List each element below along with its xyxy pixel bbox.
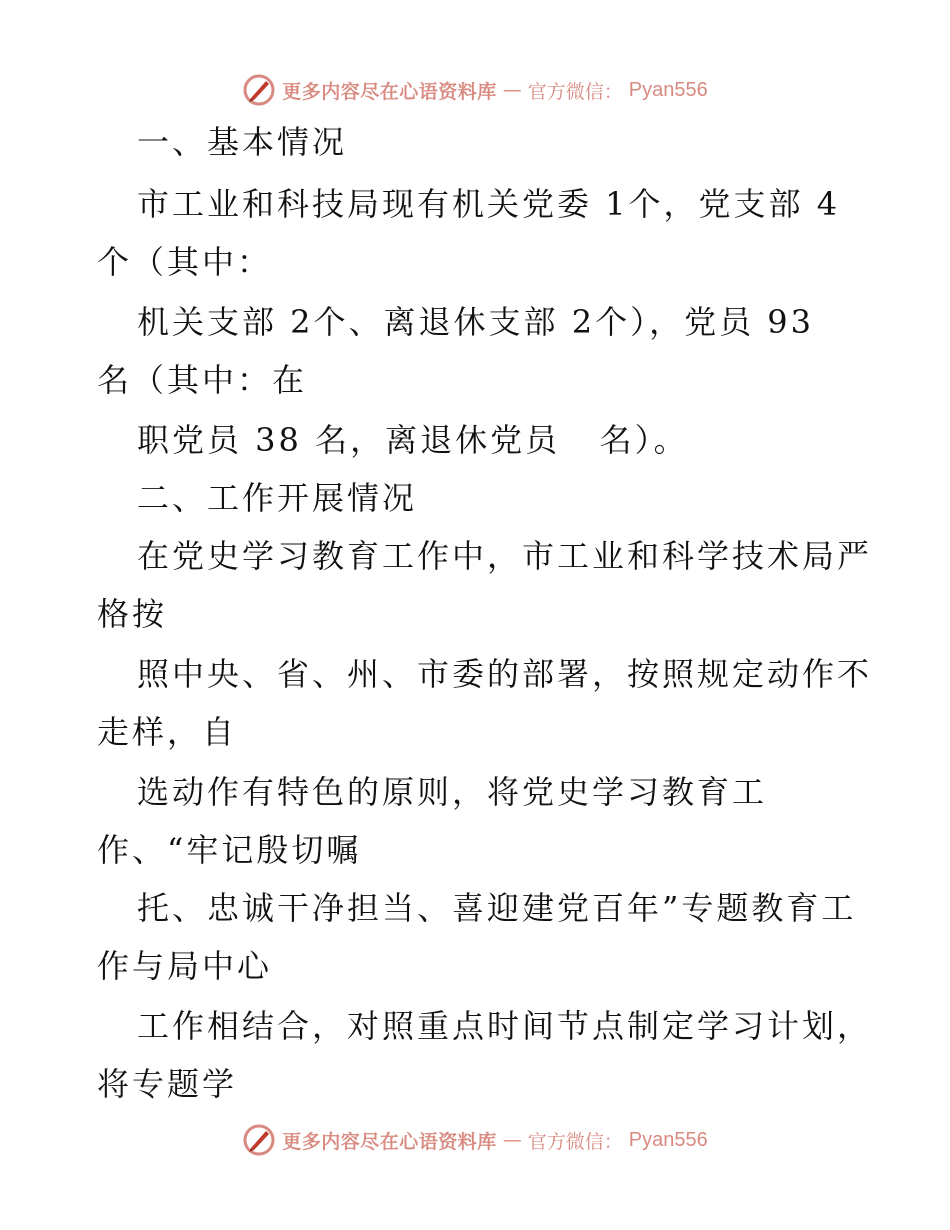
text-line: 作、“牢记殷切嘱 [97, 831, 362, 869]
text-line: 将专题学 [97, 1065, 238, 1103]
quill-logo-icon [242, 73, 276, 107]
text-line: 在党史学习教育工作中，市工业和科学技术局严 [137, 537, 873, 575]
text-line: 托、忠诚干净担当、喜迎建党百年”专题教育工 [137, 889, 857, 927]
watermark-separator: — [502, 79, 522, 101]
text-line: 格按 [97, 595, 168, 633]
watermark-text: 更多内容尽在心语资料库 [282, 80, 497, 103]
text-line: 工作相结合，对照重点时间节点制定学习计划， [137, 1007, 873, 1045]
text-line: 机关支部 2个、离退休支部 2个），党员 93 [137, 303, 814, 341]
text-line: 职党员 38 名，离退休党员 名）。 [137, 421, 689, 459]
text-line: 名（其中：在 [97, 361, 308, 399]
watermark-text: 更多内容尽在心语资料库 [282, 1130, 497, 1153]
text-line: 选动作有特色的原则，将党史学习教育工 [137, 773, 768, 811]
footer-watermark [0, 1120, 950, 1160]
watermark-wechat-id: Pyan556 [628, 78, 708, 101]
text-line: 市工业和科技局现有机关党委 1个，党支部 4 [137, 185, 841, 223]
watermark-separator: — [502, 1129, 522, 1151]
watermark-wechat-id: Pyan556 [628, 1128, 708, 1151]
header-watermark [0, 70, 950, 110]
text-line: 作与局中心 [97, 947, 273, 985]
section-heading-work: 二、工作开展情况 [137, 479, 418, 517]
quill-logo-icon [242, 1123, 276, 1157]
section-heading-basic: 一、基本情况 [137, 123, 348, 161]
text-line: 个（其中： [97, 243, 273, 281]
watermark-wechat-label: 官方微信： [527, 80, 623, 103]
text-line: 照中央、省、州、市委的部署，按照规定动作不 [137, 655, 873, 693]
watermark-wechat-label: 官方微信： [527, 1130, 623, 1153]
text-line: 走样，自 [97, 713, 238, 751]
